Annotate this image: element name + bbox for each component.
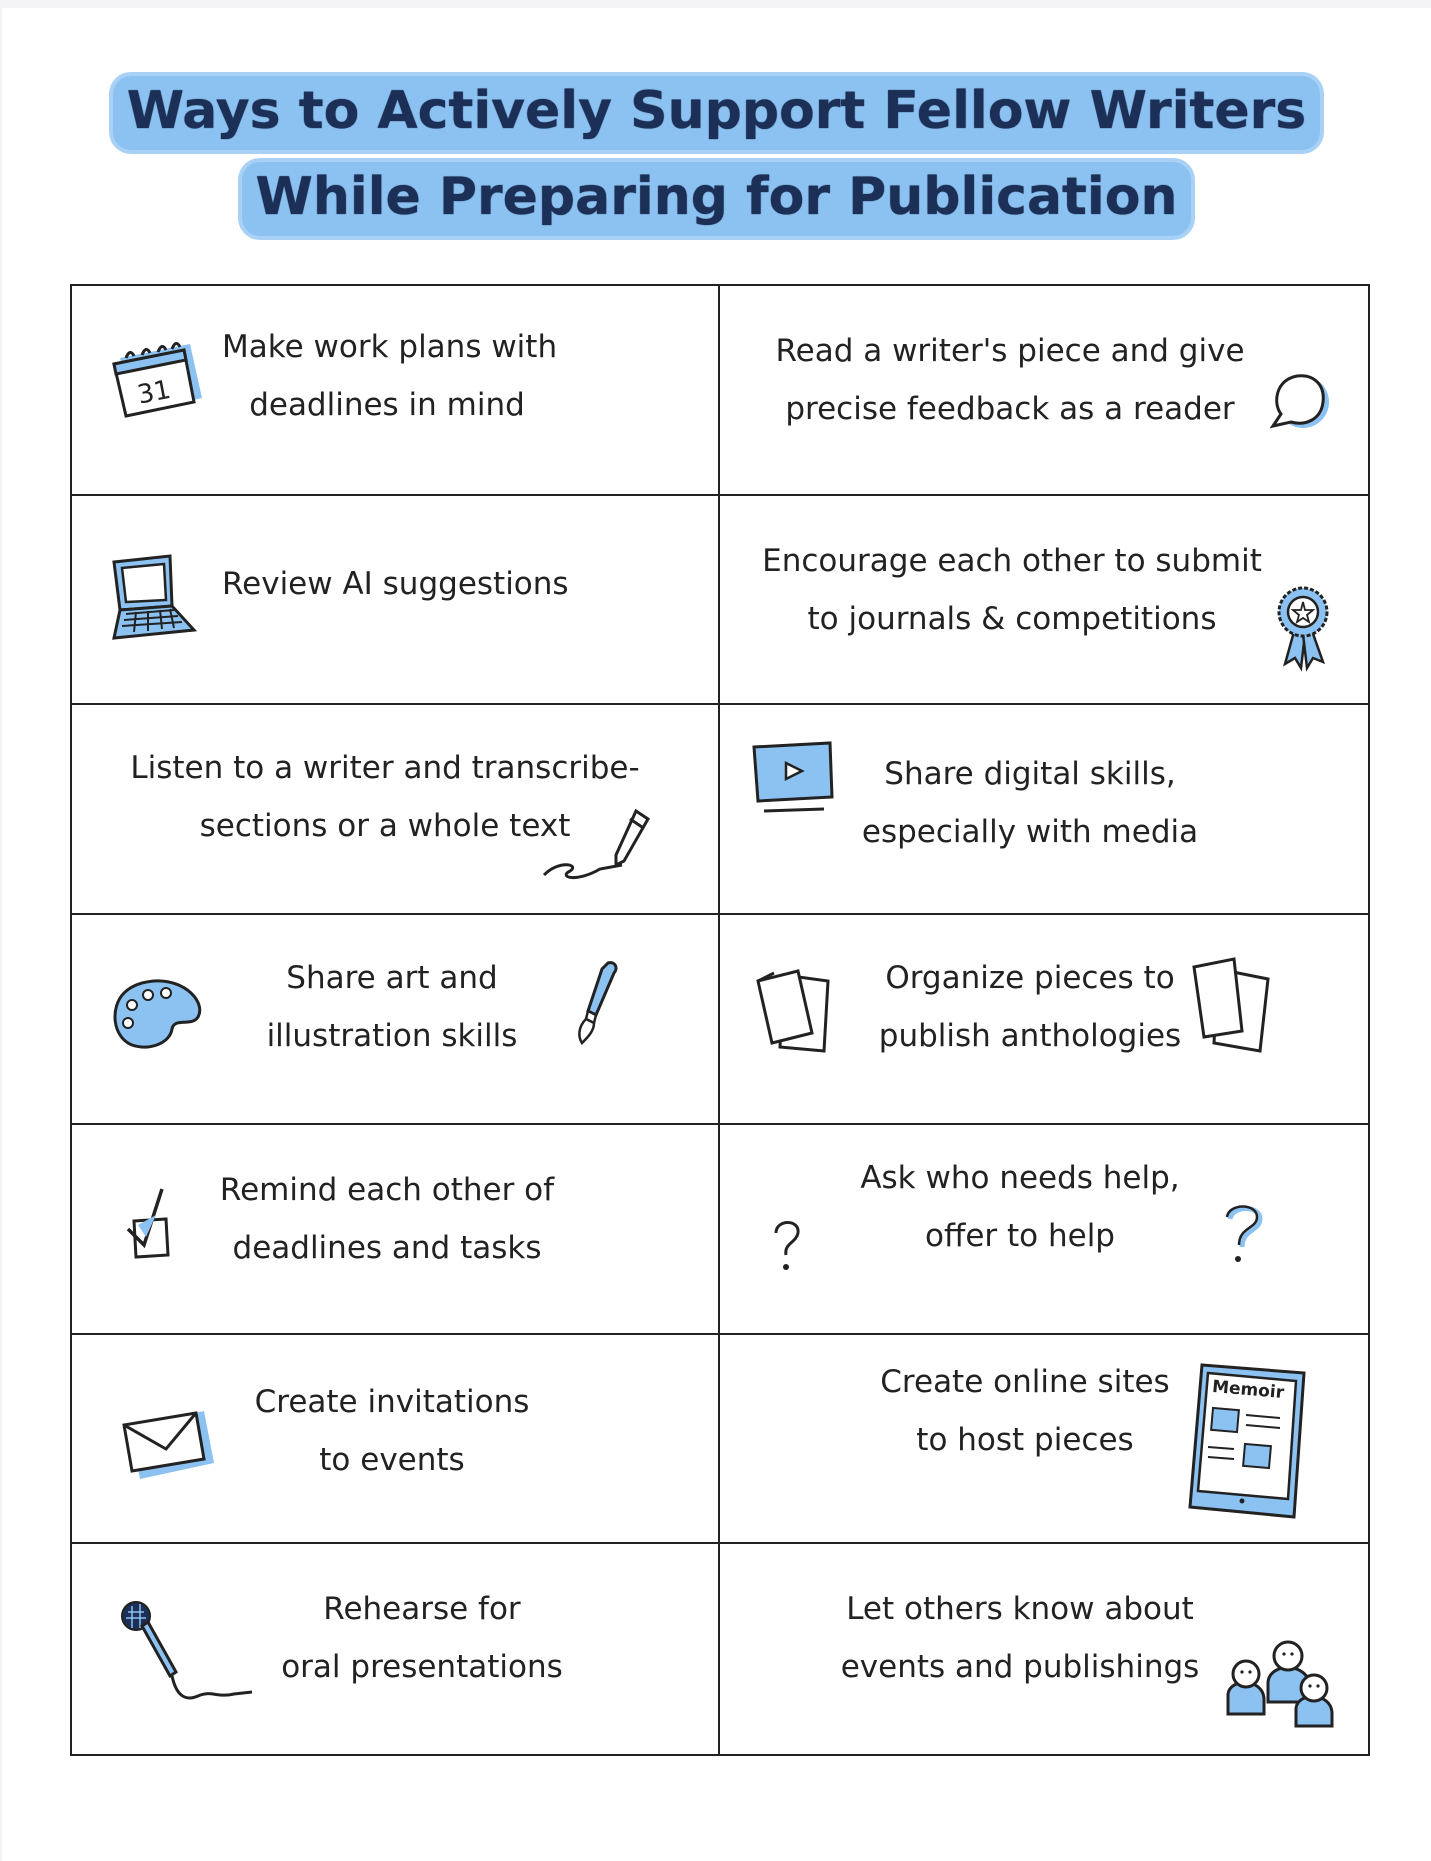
cell-spread-word xyxy=(720,1544,1368,1754)
question-mark-icon xyxy=(770,1219,810,1283)
page xyxy=(2,8,1431,1861)
cell-text: Rehearse for oral presentations xyxy=(281,1591,563,1686)
cell-rehearse xyxy=(72,1544,720,1754)
title-line-2: While Preparing for Publication xyxy=(242,162,1192,236)
cell-text: Let others know about events and publishings xyxy=(840,1591,1200,1686)
envelope-icon xyxy=(120,1405,220,1489)
cell-art-skills xyxy=(72,915,720,1125)
laptop-icon xyxy=(108,552,198,656)
tablet-label: Memoir xyxy=(1211,1376,1285,1403)
page-title xyxy=(2,70,1431,242)
paint-palette-icon xyxy=(110,977,210,1061)
cell-feedback xyxy=(720,286,1368,496)
calendar-day: 31 xyxy=(134,374,174,411)
cell-text: Create online sites to host pieces xyxy=(880,1363,1170,1458)
pencil-icon xyxy=(540,805,660,889)
cell-ai-review xyxy=(72,496,720,706)
cell-text: Remind each other of deadlines and tasks xyxy=(219,1171,555,1266)
cell-text: Review AI suggestions xyxy=(222,565,569,602)
cell-text: Ask who needs help, offer to help xyxy=(860,1159,1180,1254)
tablet-icon xyxy=(1188,1361,1308,1525)
video-player-icon xyxy=(750,741,850,825)
cell-encourage-submit xyxy=(720,496,1368,706)
cell-offer-help xyxy=(720,1125,1368,1335)
award-ribbon-icon xyxy=(1275,584,1335,678)
cell-anthologies xyxy=(720,915,1368,1125)
cell-text: Read a writer's piece and give precise feedback as a reader xyxy=(775,333,1245,427)
cell-text: Make work plans with deadlines in mind xyxy=(222,329,558,423)
cell-online-sites xyxy=(720,1335,1368,1545)
cell-text: Create invitations to events xyxy=(254,1383,530,1478)
calendar-icon xyxy=(108,336,208,430)
question-mark-icon-2 xyxy=(1220,1203,1270,1277)
paintbrush-icon xyxy=(572,959,622,1053)
title-line-1: Ways to Actively Support Fellow Writers xyxy=(113,76,1320,150)
support-ideas-grid xyxy=(70,284,1370,1756)
cell-text: Encourage each other to submit to journals & competitions xyxy=(762,542,1262,637)
cell-work-plans xyxy=(72,286,720,496)
people-group-icon xyxy=(1226,1632,1346,1736)
cell-text: Listen to a writer and transcribe- sections or a whole text xyxy=(130,750,640,845)
cell-invitations xyxy=(72,1335,720,1545)
speech-bubble-icon xyxy=(1265,368,1335,442)
documents-icon xyxy=(754,961,834,1065)
cell-text: Share art and illustration skills xyxy=(266,960,518,1055)
cell-text: Organize pieces to publish anthologies xyxy=(878,960,1182,1055)
documents-icon-2 xyxy=(1190,955,1280,1059)
microphone-icon xyxy=(118,1598,258,1712)
cell-text: Share digital skills, especially with media xyxy=(861,756,1199,851)
checkbox-icon xyxy=(124,1185,184,1269)
cell-remind-deadlines xyxy=(72,1125,720,1335)
cell-transcribe xyxy=(72,705,720,915)
cell-digital-skills xyxy=(720,705,1368,915)
